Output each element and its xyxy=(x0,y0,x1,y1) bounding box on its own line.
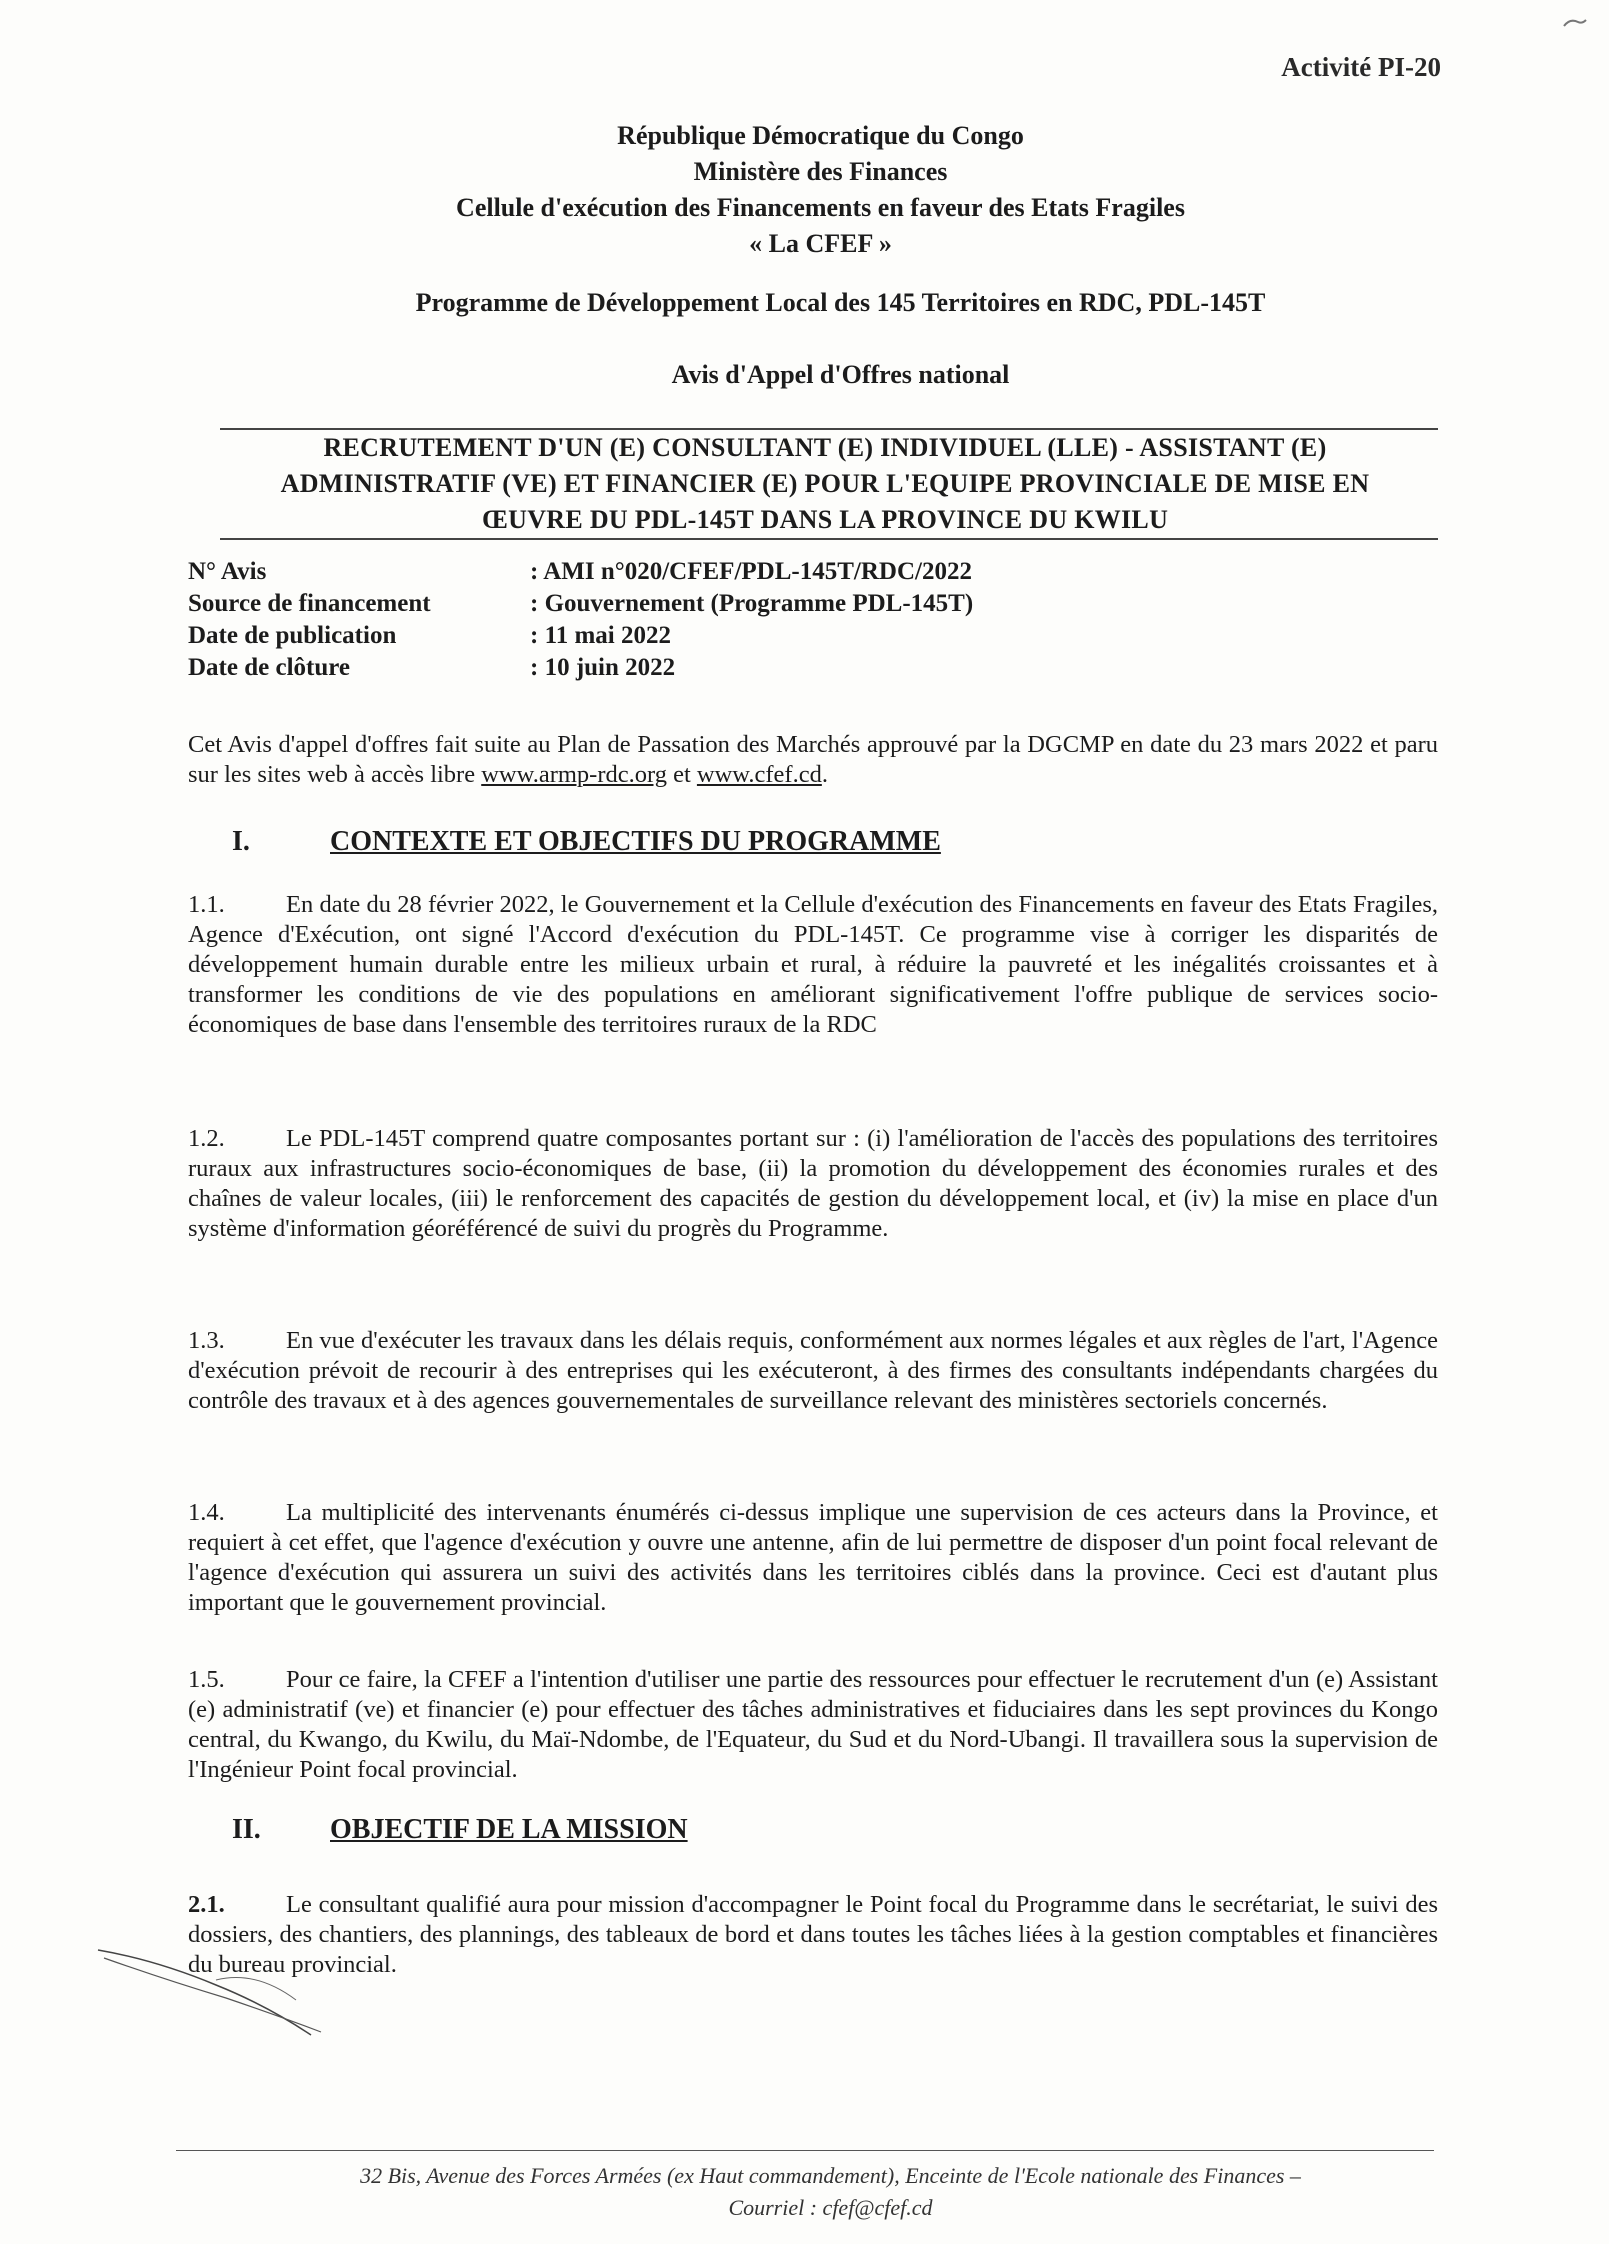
programme-title-text: Programme de Développement Local des 145 Territoires en RDC, PDL-145T xyxy=(415,288,1266,317)
info-value: : AMI n°020/CFEF/PDL-145T/RDC/2022 xyxy=(530,558,972,585)
info-row xyxy=(188,588,1088,620)
info-value: : 11 mai 2022 xyxy=(530,622,671,649)
footer-address xyxy=(0,2160,1609,2224)
info-row xyxy=(188,620,1088,652)
paragraph-text: Pour ce faire, la CFEF a l'intention d'utiliser une partie des ressources pour effectuer le recrutement d'un (e) Assistant (e) administratif (ve) et financier (e) pour effectuer des tâches administratives et fiduciaires dans les sept provinces du Kongo central, du Kwango, du Kwilu, du Maï-Ndombe, de l'Equateur, du Sud et du Nord-Ubangi. Il travaillera sous la supervision de l'Ingénieur Point focal provincial. xyxy=(188,1666,1438,1783)
paragraph-1-1 xyxy=(188,890,1438,1040)
footer-address-line: 32 Bis, Avenue des Forces Armées (ex Haut commandement), Enceinte de l'Ecole nationale des Finances – xyxy=(360,2163,1301,2188)
paragraph-number: 2.1. xyxy=(188,1891,225,1918)
paragraph-number: 1.1. xyxy=(188,891,225,918)
paragraph-number: 1.3. xyxy=(188,1327,225,1354)
scan-mark-icon xyxy=(1560,14,1590,34)
paragraph-text: En vue d'exécuter les travaux dans les délais requis, conformément aux normes légales et aux règles de l'art, l'Agence d'exécution prévoit de recourir à des entreprises qui les exécuteront, à des firmes des consultants indépendants chargées du contrôle des travaux et à des agences gouvernementales de surveillance relevant des ministères sectoriels concernés. xyxy=(188,1327,1438,1414)
info-label: Date de publication xyxy=(188,622,397,649)
info-label: Date de clôture xyxy=(188,654,350,681)
country-name: République Démocratique du Congo xyxy=(617,121,1024,150)
paragraph-text: La multiplicité des intervenants énumérés ci-dessus implique une supervision de ces acteurs dans la Province, et requiert à cet effet, que l'agence d'exécution y ouvre une antenne, afin de lui permettre de disposer d'un point focal relevant de l'agence d'exécution qui assurera un suivi des activités dans les territoires ciblés dans la province. Ceci est d'autant plus important que le gouvernement provincial. xyxy=(188,1499,1438,1616)
intro-between: et xyxy=(666,761,697,788)
info-label: Source de financement xyxy=(188,590,431,617)
info-row xyxy=(188,556,1088,588)
activity-reference: Activité PI-20 xyxy=(1281,52,1441,82)
notice-info-table xyxy=(188,556,1088,684)
section-number: I. xyxy=(232,826,250,857)
intro-text: Cet Avis d'appel d'offres fait suite au Plan de Passation des Marchés approuvé par la DGCMP en date du 23 mars 2022 et paru sur les sites web à accès libre xyxy=(188,731,1438,788)
recruitment-title xyxy=(190,430,1460,538)
paragraph-2-1 xyxy=(188,1890,1438,1980)
info-label: N° Avis xyxy=(188,558,267,585)
section-heading-mission xyxy=(232,1814,688,1846)
paragraph-text: En date du 28 février 2022, le Gouvernement et la Cellule d'exécution des Financements en faveur des Etats Fragiles, Agence d'Exécution, ont signé l'Accord d'exécution du PDL-145T. Ce programme vise à corriger les disparités de développement humain durable entre les milieux urbain et rural, à réduire la pauvreté et les inégalités croissantes et à transformer les conditions de vie des populations en améliorant significativement l'offre publique de services socio-économiques de base dans l'ensemble des territoires ruraux de la RDC xyxy=(188,891,1438,1038)
cfef-link[interactable]: www.cfef.cd xyxy=(696,761,822,788)
recruitment-title-line: RECRUTEMENT D'UN (E) CONSULTANT (E) INDIVIDUEL (LLE) - ASSISTANT (E) xyxy=(323,433,1327,462)
paragraph-1-3 xyxy=(188,1326,1438,1416)
paragraph-1-2 xyxy=(188,1124,1438,1244)
paragraph-number: 1.5. xyxy=(188,1666,225,1693)
paragraph-number: 1.2. xyxy=(188,1125,225,1152)
footer-rule xyxy=(176,2150,1434,2151)
paragraph-text: Le consultant qualifié aura pour mission d'accompagner le Point focal du Programme dans le secrétariat, le suivi des dossiers, des chantiers, des plannings, des tableaux de bord et dans toutes les tâches liées à la gestion comptables et financières du bureau provincial. xyxy=(188,1891,1438,1978)
armp-link[interactable]: www.armp-rdc.org xyxy=(481,761,667,788)
info-value: : 10 juin 2022 xyxy=(530,654,676,681)
title-bottom-rule xyxy=(220,538,1438,540)
recruitment-title-line: ADMINISTRATIF (VE) ET FINANCIER (E) POUR L'EQUIPE PROVINCIALE DE MISE EN xyxy=(280,469,1370,498)
intro-paragraph xyxy=(188,730,1438,790)
section-number: II. xyxy=(232,1814,261,1845)
cell-acronym: « La CFEF » xyxy=(749,229,892,258)
paragraph-number: 1.4. xyxy=(188,1499,225,1526)
section-title: CONTEXTE ET OBJECTIFS DU PROGRAMME xyxy=(330,826,941,857)
paragraph-text: Le PDL-145T comprend quatre composantes portant sur : (i) l'amélioration de l'accès des populations des territoires ruraux aux infrastructures socio-économiques de base, (ii) la promotion du développement des économies rurales et des chaînes de valeur locales, (iii) le renforcement des capacités de gestion du développement local, et (iv) la mise en place d'un système d'information géoréférencé de suivi du progrès du Programme. xyxy=(188,1125,1438,1242)
notice-type-text: Avis d'Appel d'Offres national xyxy=(671,360,1010,389)
notice-type xyxy=(0,360,1609,390)
paragraph-1-5 xyxy=(188,1665,1438,1785)
handwritten-stroke-icon xyxy=(96,1940,336,2050)
header-block xyxy=(0,118,1609,262)
recruitment-title-line: ŒUVRE DU PDL-145T DANS LA PROVINCE DU KWILU xyxy=(481,505,1169,534)
intro-end: . xyxy=(821,761,828,788)
info-value: : Gouvernement (Programme PDL-145T) xyxy=(530,590,974,617)
info-row xyxy=(188,652,1088,684)
footer-email-line: Courriel : cfef@cfef.cd xyxy=(728,2195,933,2220)
programme-title xyxy=(0,288,1609,318)
section-title: OBJECTIF DE LA MISSION xyxy=(330,1814,688,1845)
paragraph-1-4 xyxy=(188,1498,1438,1618)
section-heading-context xyxy=(232,826,941,858)
ministry-name: Ministère des Finances xyxy=(693,157,948,186)
cell-name: Cellule d'exécution des Financements en faveur des Etats Fragiles xyxy=(456,193,1185,222)
